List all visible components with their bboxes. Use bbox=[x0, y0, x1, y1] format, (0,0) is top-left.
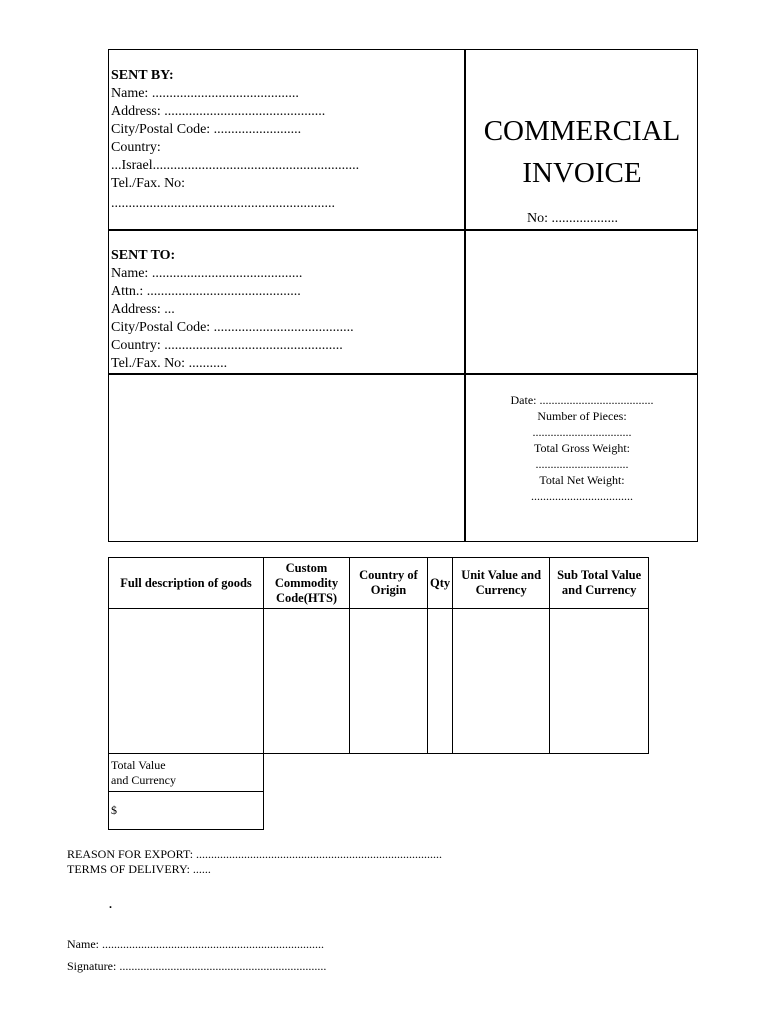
empty-space-2 bbox=[264, 792, 649, 830]
header-commodity-code: Custom Commodity Code(HTS) bbox=[264, 558, 350, 609]
sent-to-country: Country: ................................................... bbox=[111, 338, 343, 353]
cell-commodity-code[interactable] bbox=[264, 609, 350, 754]
sent-by-country-label: Country: bbox=[111, 140, 161, 155]
total-label-line1: Total Value bbox=[111, 757, 166, 772]
sent-by-tel-value: ................................................................ bbox=[111, 196, 335, 211]
sent-by-city: City/Postal Code: ......................... bbox=[111, 122, 302, 137]
gross-weight-label: Total Gross Weight: bbox=[534, 441, 630, 455]
total-value-label bbox=[109, 754, 264, 792]
empty-space bbox=[264, 754, 649, 792]
cell-description[interactable] bbox=[109, 609, 264, 754]
gross-weight-value: ............................... bbox=[535, 457, 629, 471]
sent-to-tel: Tel./Fax. No: ........... bbox=[111, 356, 228, 371]
sent-by-country-value: ...Israel........................................................... bbox=[111, 158, 360, 173]
sent-by-heading: SENT BY: bbox=[111, 68, 174, 83]
horizontal-divider-right-2 bbox=[464, 373, 698, 375]
shipment-details bbox=[466, 392, 698, 504]
terms-of-delivery: TERMS OF DELIVERY: ...... bbox=[67, 862, 211, 876]
total-label-row bbox=[109, 754, 649, 792]
sent-by-tel-label: Tel./Fax. No: bbox=[111, 176, 186, 191]
pieces-label: Number of Pieces: bbox=[537, 409, 627, 423]
total-value-cell[interactable]: $ bbox=[109, 792, 264, 830]
goods-table-body-row bbox=[109, 609, 649, 754]
net-weight-value: .................................. bbox=[531, 489, 633, 503]
cell-qty[interactable] bbox=[428, 609, 453, 754]
sent-to-heading: SENT TO: bbox=[111, 248, 176, 263]
horizontal-divider-left-2 bbox=[108, 373, 465, 375]
horizontal-divider-1 bbox=[108, 229, 698, 231]
invoice-title bbox=[466, 114, 698, 190]
invoice-number: No: ................... bbox=[527, 211, 618, 226]
header-description: Full description of goods bbox=[109, 558, 264, 609]
goods-table bbox=[108, 557, 649, 830]
total-label-line2: and Currency bbox=[111, 772, 176, 787]
sent-to-attn: Attn.: ............................................ bbox=[111, 284, 301, 299]
net-weight-label: Total Net Weight: bbox=[539, 473, 625, 487]
footer-dot: . bbox=[109, 897, 112, 911]
sent-to-name: Name: ........................................... bbox=[111, 266, 303, 281]
reason-for-export: REASON FOR EXPORT: .................................................................................. bbox=[67, 847, 443, 861]
footer-name: Name: .......................................................................... bbox=[67, 937, 324, 951]
pieces-value: ................................. bbox=[532, 425, 632, 439]
cell-subtotal[interactable] bbox=[550, 609, 649, 754]
sent-by-section bbox=[111, 67, 359, 213]
sent-by-name: Name: .......................................... bbox=[111, 86, 299, 101]
sent-to-address: Address: ... bbox=[111, 302, 175, 317]
total-value-row bbox=[109, 792, 649, 830]
sent-by-address: Address: .............................................. bbox=[111, 104, 326, 119]
cell-unit-value[interactable] bbox=[453, 609, 550, 754]
sent-to-city: City/Postal Code: ........................................ bbox=[111, 320, 354, 335]
header-country-origin: Country of Origin bbox=[350, 558, 428, 609]
sent-to-section bbox=[111, 247, 354, 373]
invoice-title-line1: COMMERCIAL bbox=[483, 115, 681, 147]
goods-table-header-row bbox=[109, 558, 649, 609]
footer-section bbox=[67, 847, 442, 877]
invoice-title-line2: INVOICE bbox=[522, 157, 642, 189]
shipment-date: Date: ...................................... bbox=[510, 393, 654, 407]
header-subtotal: Sub Total Value and Currency bbox=[550, 558, 649, 609]
footer-signature: Signature: ..................................................................... bbox=[67, 959, 327, 973]
cell-country-origin[interactable] bbox=[350, 609, 428, 754]
header-qty: Qty bbox=[428, 558, 453, 609]
header-unit-value: Unit Value and Currency bbox=[453, 558, 550, 609]
